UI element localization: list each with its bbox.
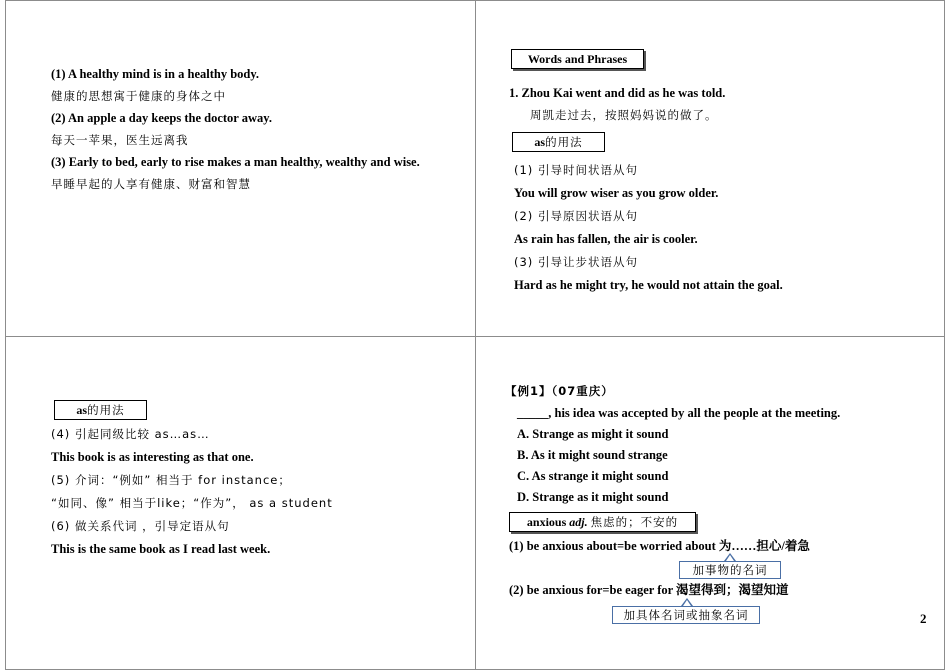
anxious-meaning: 焦虑的；不安的 <box>590 515 679 529</box>
grid-divider-horizontal <box>5 336 945 337</box>
example-label: 【例1】（07重庆） <box>505 384 614 398</box>
question-stem: _____, his idea was accepted by all the people at the meeting. <box>517 406 841 420</box>
usage-5-title: (5) 介词：“例如” 相当于 for instance； <box>51 473 291 487</box>
phrase-anxious-for-text: (2) be anxious for=be eager for 渴望得到；渴望知道 <box>509 583 789 597</box>
proverb-3-zh: 早睡早起的人享有健康、财富和智慧 <box>51 177 251 191</box>
option-a: A. Strange as might it sound <box>517 427 669 441</box>
usage-4-title: (4) 引起同级比较 as…as… <box>51 427 210 441</box>
as-usage-label-zh: 的用法 <box>545 135 583 149</box>
option-b: B. As it might sound strange <box>517 448 668 462</box>
as-usage-label-box <box>512 132 605 152</box>
usage-2-example: As rain has fallen, the air is cooler. <box>514 232 698 246</box>
phrase-anxious-about <box>509 538 810 554</box>
grid-divider-vertical <box>475 0 476 670</box>
usage-4-example: This book is as interesting as that one. <box>51 450 254 464</box>
proverb-1-zh: 健康的思想寓于健康的身体之中 <box>51 89 226 103</box>
as-usage-label-en-2: as <box>76 403 88 417</box>
usage-6-example: This is the same book as I read last week. <box>51 542 271 556</box>
callout-noun-thing: 加事物的名词 <box>679 561 781 579</box>
example-translation: 周凯走过去，按照妈妈说的做了。 <box>530 108 718 122</box>
callout-2-arrow <box>681 598 693 606</box>
usage-1-title: (1) 引导时间状语从句 <box>514 163 638 177</box>
usage-3-example: Hard as he might try, he would not attain the goal. <box>514 278 783 292</box>
usage-1-example: You will grow wiser as you grow older. <box>514 186 719 200</box>
as-usage-label-zh-2: 的用法 <box>87 403 125 417</box>
as-usage-label-en: as <box>534 135 546 149</box>
as-usage-label-box-2 <box>54 400 147 420</box>
example-sentence: 1. Zhou Kai went and did as he was told. <box>509 86 726 100</box>
page-number: 2 <box>920 611 927 626</box>
phrase-anxious-for <box>509 582 789 598</box>
usage-3-title: (3) 引导让步状语从句 <box>514 255 638 269</box>
proverb-3-en: (3) Early to bed, early to rise makes a man healthy, wealthy and wise. <box>51 155 420 169</box>
proverb-1-en: (1) A healthy mind is in a healthy body. <box>51 67 260 81</box>
phrase-anxious-about-text: (1) be anxious about=be worried about 为……担心/着急 <box>509 539 810 553</box>
anxious-word: anxious <box>526 515 567 529</box>
callout-1-arrow <box>724 553 736 561</box>
usage-5-detail: “如同、像” 相当于like；“作为”， as a student <box>51 496 333 510</box>
proverb-2-en: (2) An apple a day keeps the doctor away. <box>51 111 272 125</box>
option-d: D. Strange as it might sound <box>517 490 669 504</box>
words-phrases-heading: Words and Phrases <box>511 49 644 69</box>
anxious-pos: adj. <box>569 515 588 529</box>
usage-2-title: (2) 引导原因状语从句 <box>514 209 638 223</box>
option-c: C. As strange it might sound <box>517 469 669 483</box>
callout-concrete-abstract-noun: 加具体名词或抽象名词 <box>612 606 760 624</box>
proverb-2-zh: 每天一苹果，医生远离我 <box>51 133 189 147</box>
usage-6-title: (6) 做关系代词 ，引导定语从句 <box>51 519 230 533</box>
anxious-definition-box <box>509 512 696 532</box>
